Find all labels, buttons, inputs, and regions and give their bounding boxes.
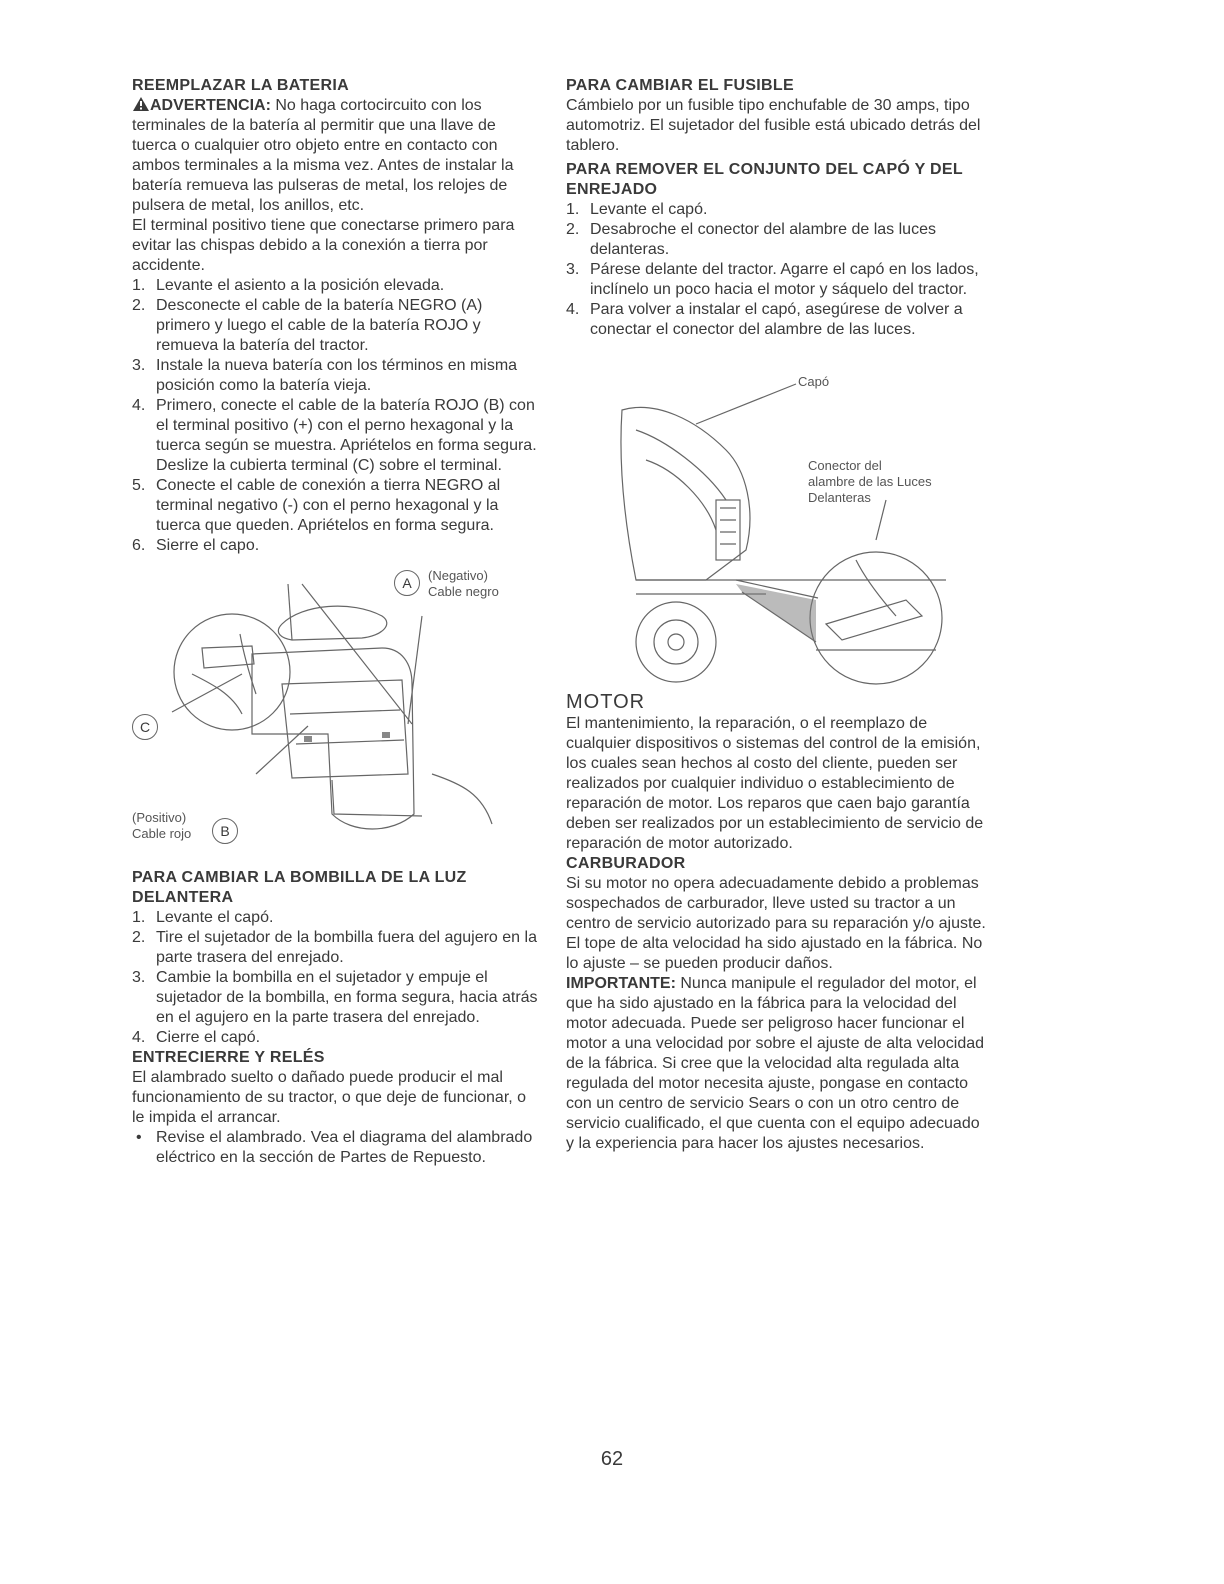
hood-shape: [621, 407, 750, 580]
hood-section: [566, 160, 986, 690]
wheel-shape: [636, 602, 716, 682]
warning-icon: [132, 96, 150, 112]
bulb-title: PARA CAMBIAR LA BOMBILLA DE LA LUZ DELANTERA: [132, 869, 467, 906]
label-a-circle: [394, 570, 420, 596]
hood-title: PARA REMOVER EL CONJUNTO DEL CAPÓ Y DEL ENREJADO: [566, 161, 963, 198]
list-item: 1. Levante el capó.: [132, 909, 274, 926]
label-c: C: [139, 719, 151, 735]
wiring-title: ENTRECIERRE Y RELÉS: [132, 1049, 325, 1066]
wiring-section: [132, 1048, 540, 1168]
hood-illustration: [566, 380, 986, 690]
battery-title: REEMPLAZAR LA BATERIA: [132, 77, 349, 94]
wiring-bullets: [132, 1128, 540, 1168]
label-a: A: [402, 575, 412, 591]
list-item: 2. Tire el sujetador de la bombilla fuera del agujero en la parte trasera del enrejado.: [132, 929, 537, 966]
carb-important: [566, 974, 986, 1154]
battery-section: [132, 76, 540, 864]
important-text: Nunca manipule el regulador del motor, el que ha sido ajustado en la fábrica para la velocidad del motor adecuada. Puede ser peligroso hacer funcionar el motor a una velocidad por sobre el ajuste de alta velocidad de la fábrica. Si cree que la velocidad alta regulada alta regulada del motor necesita ajuste, pongase en contacto con un centro de servicio Sears o con un otro centro de servicio cualificado, el que cuenta con el equipo adecuado y la experiencia para hacer los ajustes necesarios.: [566, 975, 985, 1152]
carb-section: [566, 854, 986, 1154]
detail-circle: [174, 614, 290, 730]
list-item: 5. Conecte el cable de conexión a tierra NEGRO al terminal negativo (-) con el perno hexagonal y la tuerca que queden. Apriételos en forma segura.: [132, 477, 501, 534]
motor-section: [566, 690, 986, 854]
list-item: 1. Levante el capó.: [566, 201, 708, 218]
battery-intro: El terminal positivo tiene que conectarse primero para evitar las chispas debido a la conexión a tierra por accidente.: [132, 217, 515, 274]
label-b-circle: [212, 818, 238, 844]
wiring-text: El alambrado suelto o dañado puede producir el mal funcionamiento de su tractor, o que deje de funcionar, o le impida el arrancar.: [132, 1069, 527, 1126]
list-item: 3. Párese delante del tractor. Agarre el capó en los lados, inclínelo un poco hacia el motor y sáquelo del tractor.: [566, 261, 979, 298]
list-item: 1. Levante el asiento a la posición elevada.: [132, 277, 445, 294]
list-item: • Revise el alambrado. Vea el diagrama del alambrado eléctrico en la sección de Partes de Repuesto.: [136, 1129, 533, 1166]
fuse-title: PARA CAMBIAR EL FUSIBLE: [566, 77, 794, 94]
label-b: B: [220, 823, 230, 839]
fuse-section: [566, 76, 986, 156]
battery-figure: [132, 564, 540, 864]
warning-text: No haga cortocircuito con los terminales de la batería al permitir que una llave de tuerca o cualquier otro objeto entre en contacto con ambos terminales a la misma vez. Antes de instalar la batería remueva las pulseras de metal, los relojes de pulsera de metal, los anillos, etc.: [132, 97, 514, 214]
list-item: 3. Cambie la bombilla en el sujetador y empuje el sujetador de la bombilla, en forma segura, hacia atrás en el agujero en la parte trasera del enrejado.: [132, 969, 538, 1026]
connector-detail-circle: [810, 552, 942, 684]
list-item: 2. Desabroche el conector del alambre de las luces delanteras.: [566, 221, 936, 258]
warning-label: ADVERTENCIA:: [150, 97, 271, 114]
carb-text-1: Si su motor no opera adecuadamente debido a problemas sospechados de carburador, lleve usted su tractor a un centro de servicio autorizado para su reparación y/o ajuste.: [566, 875, 986, 932]
important-label: IMPORTANTE:: [566, 975, 676, 992]
neg-caption: (Negativo) Cable negro: [428, 568, 499, 599]
right-column: [566, 76, 986, 1154]
list-item: 4. Primero, conecte el cable de la batería ROJO (B) con el terminal positivo (+) con el perno hexagonal y la tuerca según se muestra. Apriételos en forma segura. Deslize la cubierta terminal (C) sobre el terminal.: [132, 397, 537, 474]
list-item: 2. Desconecte el cable de la batería NEGRO (A) primero y luego el cable de la batería ROJO y remueva la batería del tractor.: [132, 297, 483, 354]
motor-text: El mantenimiento, la reparación, o el reemplazo de cualquier dispositivos o sistemas del control de la emisión, los cuales sean hechos al costo del cliente, pueden ser realizados por cualquier individuo o establecimiento de reparación de motor. Los reparos que caen bajo garantía deben ser realizados por un establecimiento de servicio de reparación de motor autorizado.: [566, 715, 984, 852]
list-item: 4. Para volver a instalar el capó, asegúrese de volver a conectar el conector del alambre de las luces.: [566, 301, 963, 338]
battery-warning: [132, 96, 540, 216]
connector-label: Conector del alambre de las Luces Delanteras: [808, 458, 932, 505]
bulb-steps: [132, 908, 540, 1048]
pos-caption: (Positivo) Cable rojo: [132, 810, 192, 841]
motor-title: MOTOR: [566, 691, 646, 713]
left-column: [132, 76, 540, 1168]
list-item: 6. Sierre el capo.: [132, 537, 260, 554]
carb-title: CARBURADOR: [566, 855, 686, 872]
list-item: 3. Instale la nueva batería con los términos en misma posición como la batería vieja.: [132, 357, 518, 394]
bulb-section: [132, 868, 540, 1048]
carb-text-2: El tope de alta velocidad ha sido ajustado en la fábrica. No lo ajuste – se pueden producir daños.: [566, 935, 983, 972]
page-number: 62: [600, 1448, 624, 1470]
battery-steps: [132, 276, 540, 556]
label-c-circle: [132, 714, 158, 740]
battery-illustration: [132, 564, 540, 864]
fuse-text: Cámbielo por un fusible tipo enchufable de 30 amps, tipo automotriz. El sujetador del fusible está ubicado detrás del tablero.: [566, 97, 981, 154]
hood-figure: [566, 374, 986, 690]
hood-steps: [566, 200, 986, 340]
list-item: 4. Cierre el capó.: [132, 1029, 261, 1046]
capo-label: Capó: [798, 374, 830, 389]
